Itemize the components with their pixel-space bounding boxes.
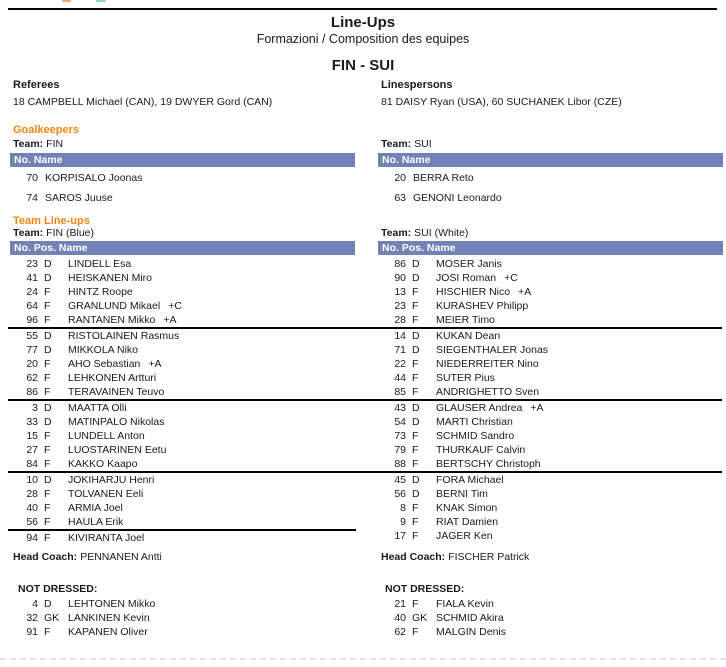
not-dressed-label-fin: NOT DRESSED: <box>18 583 98 595</box>
match-title: FIN - SUI <box>331 57 395 74</box>
player-number: 41 <box>26 272 38 284</box>
player-number: 8 <box>400 502 406 514</box>
player-number: 55 <box>26 330 38 342</box>
line-group <box>10 473 355 529</box>
line-group <box>10 531 355 545</box>
group-separator <box>8 327 722 329</box>
player-position: D <box>412 474 420 486</box>
player-number: 15 <box>26 430 38 442</box>
player-number: 90 <box>394 272 406 284</box>
player-row <box>378 189 723 209</box>
table-header-bar <box>378 241 723 255</box>
player-position: GK <box>412 612 428 624</box>
team-name: SUI (White) <box>414 227 469 239</box>
player-row <box>10 487 355 501</box>
player-row <box>10 515 355 529</box>
group-separator <box>8 529 356 531</box>
player-row <box>378 501 723 515</box>
player-name: TOLVANEN Eeli <box>68 488 144 500</box>
player-row <box>10 429 355 443</box>
player-name: SCHMID Sandro <box>436 430 515 442</box>
player-row <box>10 285 355 299</box>
player-row <box>10 385 355 399</box>
player-number: 44 <box>394 372 406 384</box>
player-name: RIAT Damien <box>436 516 499 528</box>
player-row <box>10 597 355 611</box>
player-name: LUNDELL Anton <box>68 430 145 442</box>
group-separator <box>8 471 722 473</box>
team-label: Team: <box>381 227 412 239</box>
player-name: SIEGENTHALER Jonas <box>436 344 549 356</box>
player-position: F <box>44 430 51 442</box>
page-subtitle: Formazioni / Composition des equipes <box>256 32 470 46</box>
player-row <box>10 371 355 385</box>
referees-label: Referees <box>13 79 60 91</box>
player-name: HEISKANEN Miro <box>68 272 153 284</box>
team-line-fin-gk <box>13 138 63 150</box>
not-dressed-table-sui <box>378 597 723 639</box>
player-position: F <box>412 314 419 326</box>
team-name: FIN (Blue) <box>46 227 94 239</box>
player-position: D <box>412 488 420 500</box>
player-position: F <box>412 502 419 514</box>
player-position: F <box>44 300 51 312</box>
player-number: 94 <box>26 532 38 544</box>
player-name: RISTOLAINEN Rasmus <box>68 330 180 342</box>
player-position: F <box>412 444 419 456</box>
player-name: BERRA Reto <box>413 172 474 184</box>
player-name: FIALA Kevin <box>436 598 494 610</box>
player-row <box>378 299 723 313</box>
head-coach-fin <box>13 551 162 563</box>
linespersons-label: Linespersons <box>381 79 453 91</box>
captain-badge: +C <box>504 272 518 284</box>
player-name: HINTZ Roope <box>68 286 133 298</box>
head-coach-sui <box>381 551 529 563</box>
player-name: KIVIRANTA Joel <box>68 532 145 544</box>
player-number: 86 <box>26 386 38 398</box>
logo-remnant <box>96 0 106 2</box>
player-row <box>378 443 723 457</box>
player-row <box>10 357 355 371</box>
player-position: D <box>412 402 420 414</box>
player-name: JOKIHARJU Henri <box>68 474 155 486</box>
head-coach-label: Head Coach: <box>381 551 446 563</box>
player-row <box>378 371 723 385</box>
player-name: KURASHEV Philipp <box>436 300 529 312</box>
player-name: SUTER Pius <box>436 372 495 384</box>
player-number: 71 <box>394 344 406 356</box>
player-row <box>10 625 355 639</box>
player-number: 3 <box>32 402 38 414</box>
player-row <box>10 531 355 545</box>
player-name: MALGIN Denis <box>436 626 507 638</box>
player-number: 20 <box>26 358 38 370</box>
player-name: SAROS Juuse <box>45 191 113 204</box>
player-number: 54 <box>394 416 406 428</box>
page-title: Line-Ups <box>330 14 396 31</box>
team-label: Team: <box>13 138 44 150</box>
player-row <box>10 329 355 343</box>
player-number: 40 <box>394 612 406 624</box>
player-row <box>378 487 723 501</box>
team-label: Team: <box>13 227 44 239</box>
player-position: F <box>44 516 51 528</box>
player-number: 9 <box>400 516 406 528</box>
player-name: MARTI Christian <box>436 416 513 428</box>
player-position: F <box>412 598 419 610</box>
player-position: F <box>412 358 419 370</box>
player-number: 85 <box>394 386 406 398</box>
player-name: KAPANEN Oliver <box>68 626 148 638</box>
table-header-bar <box>10 153 355 167</box>
player-number: 56 <box>26 516 38 528</box>
player-position: F <box>44 444 51 456</box>
table-header-label: No. Pos. Name <box>14 242 88 254</box>
player-row <box>10 343 355 357</box>
player-number: 86 <box>394 258 406 270</box>
player-position: F <box>44 358 51 370</box>
player-name: BERTSCHY Christoph <box>436 458 541 470</box>
player-row <box>378 257 723 271</box>
player-name: THURKAUF Calvin <box>436 444 526 456</box>
player-row <box>378 357 723 371</box>
player-position: F <box>44 314 51 326</box>
not-dressed-table-fin <box>10 597 355 639</box>
head-coach-label: Head Coach: <box>13 551 78 563</box>
player-position: F <box>44 386 51 398</box>
team-line-sui-gk <box>381 138 432 150</box>
player-number: 64 <box>26 300 38 312</box>
player-row <box>10 257 355 271</box>
player-name: LEHTONEN Mikko <box>68 598 156 610</box>
lineup-table-fin <box>10 257 355 547</box>
captain-badge: +A <box>518 286 532 298</box>
player-row <box>378 429 723 443</box>
player-position: D <box>44 402 52 414</box>
player-number: 77 <box>26 344 38 356</box>
player-name: NIEDERREITER Nino <box>436 358 539 370</box>
player-position: GK <box>44 612 60 624</box>
bottom-rule <box>0 658 726 660</box>
player-position: D <box>412 272 420 284</box>
player-row <box>10 189 355 209</box>
player-position: D <box>44 272 52 284</box>
player-number: 70 <box>26 172 38 184</box>
player-number: 73 <box>394 430 406 442</box>
player-position: F <box>44 502 51 514</box>
player-position: F <box>412 286 419 298</box>
player-number: 43 <box>394 402 406 414</box>
player-row <box>10 443 355 457</box>
player-position: F <box>44 488 51 500</box>
player-position: F <box>44 626 51 638</box>
player-number: 10 <box>26 474 38 486</box>
player-position: D <box>412 258 420 270</box>
player-row <box>378 625 723 639</box>
player-position: D <box>412 344 420 356</box>
player-position: D <box>412 416 420 428</box>
player-number: 28 <box>26 488 38 500</box>
lineup-table-sui <box>378 257 723 545</box>
player-number: 20 <box>394 172 406 184</box>
player-position: D <box>44 598 52 610</box>
player-row <box>378 313 723 327</box>
player-position: D <box>412 330 420 342</box>
player-row <box>378 611 723 625</box>
player-name: FORA Michael <box>436 474 504 486</box>
player-row <box>378 385 723 399</box>
player-name: AHO Sebastian <box>68 358 141 370</box>
player-position: F <box>412 386 419 398</box>
top-rule <box>8 8 717 10</box>
table-header-bar <box>378 153 723 167</box>
player-name: HISCHIER Nico <box>436 286 511 298</box>
player-row <box>378 457 723 471</box>
player-row <box>10 401 355 415</box>
head-coach-name: FISCHER Patrick <box>448 551 530 563</box>
player-number: 63 <box>394 191 406 204</box>
player-row <box>378 329 723 343</box>
captain-badge: +A <box>148 358 162 370</box>
player-row <box>378 169 723 189</box>
player-name: GLAUSER Andrea <box>436 402 523 414</box>
player-row <box>378 415 723 429</box>
player-name: KAKKO Kaapo <box>68 458 138 470</box>
team-name: FIN <box>46 138 64 150</box>
player-name: MOSER Janis <box>436 258 502 270</box>
player-row <box>10 501 355 515</box>
player-name: BERNI Tim <box>436 488 488 500</box>
player-number: 32 <box>26 612 38 624</box>
player-number: 84 <box>26 458 38 470</box>
player-position: D <box>44 416 52 428</box>
player-position: F <box>44 372 51 384</box>
table-header-label: No. Name <box>382 154 431 166</box>
player-name: GENONI Leonardo <box>413 191 502 204</box>
captain-badge: +A <box>530 402 544 414</box>
player-row <box>10 313 355 327</box>
logo-remnant <box>62 0 71 2</box>
captain-badge: +C <box>168 300 182 312</box>
player-number: 23 <box>26 258 38 270</box>
player-row <box>10 457 355 471</box>
lineups-heading: Team Line-ups <box>13 215 90 227</box>
player-number: 40 <box>26 502 38 514</box>
table-header-label: No. Pos. Name <box>382 242 456 254</box>
not-dressed-label-sui: NOT DRESSED: <box>385 583 465 595</box>
line-group <box>10 401 355 471</box>
player-position: D <box>44 474 52 486</box>
player-row <box>10 473 355 487</box>
player-number: 45 <box>394 474 406 486</box>
player-position: D <box>44 330 52 342</box>
player-number: 33 <box>26 416 38 428</box>
line-group <box>10 257 355 327</box>
player-name: KNAK Simon <box>436 502 498 514</box>
player-name: RANTANEN Mikko <box>68 314 156 326</box>
player-number: 88 <box>394 458 406 470</box>
player-position: F <box>412 372 419 384</box>
player-number: 91 <box>26 626 38 638</box>
player-row <box>10 299 355 313</box>
player-name: LANKINEN Kevin <box>68 612 150 624</box>
group-separator <box>8 399 722 401</box>
player-row <box>10 415 355 429</box>
player-name: LINDELL Esa <box>68 258 132 270</box>
player-position: F <box>44 532 51 544</box>
team-line-sui <box>381 227 468 239</box>
player-name: HAULA Erik <box>68 516 124 528</box>
line-group <box>378 257 723 327</box>
player-name: MIKKOLA Niko <box>68 344 139 356</box>
player-number: 79 <box>394 444 406 456</box>
player-name: JAGER Ken <box>436 530 493 542</box>
player-name: SCHMID Akira <box>436 612 504 624</box>
player-row <box>10 271 355 285</box>
referees-block <box>13 79 272 108</box>
player-row <box>378 401 723 415</box>
player-number: 74 <box>26 191 38 204</box>
player-number: 13 <box>394 286 406 298</box>
player-number: 14 <box>394 330 406 342</box>
player-name: LEHKONEN Artturi <box>68 372 157 384</box>
head-coach-name: PENNANEN Antti <box>80 551 162 563</box>
player-row <box>378 271 723 285</box>
player-number: 23 <box>394 300 406 312</box>
player-row <box>378 473 723 487</box>
player-name: LUOSTARINEN Eetu <box>68 444 167 456</box>
player-row <box>10 169 355 189</box>
player-position: D <box>44 344 52 356</box>
player-number: 21 <box>394 598 406 610</box>
goalkeepers-table-sui <box>378 169 723 208</box>
team-name: SUI <box>414 138 432 150</box>
player-row <box>378 343 723 357</box>
player-position: F <box>412 516 419 528</box>
goalkeepers-table-fin <box>10 169 355 208</box>
player-position: F <box>412 530 419 542</box>
player-number: 4 <box>32 598 38 610</box>
player-number: 17 <box>394 530 406 542</box>
player-position: D <box>44 258 52 270</box>
player-position: F <box>412 458 419 470</box>
player-position: F <box>412 430 419 442</box>
line-group <box>378 401 723 471</box>
player-name: ANDRIGHETTO Sven <box>436 386 540 398</box>
player-position: F <box>412 300 419 312</box>
player-number: 27 <box>26 444 38 456</box>
player-row <box>378 515 723 529</box>
player-number: 56 <box>394 488 406 500</box>
player-row <box>378 529 723 543</box>
line-group <box>378 329 723 399</box>
referees-value: 18 CAMPBELL Michael (CAN), 19 DWYER Gord (CAN) <box>13 96 273 108</box>
player-number: 62 <box>394 626 406 638</box>
player-position: F <box>44 286 51 298</box>
player-position: F <box>412 626 419 638</box>
linespersons-value: 81 DAISY Ryan (USA), 60 SUCHANEK Libor (CZE) <box>381 96 622 108</box>
player-row <box>10 611 355 625</box>
player-name: MEIER Timo <box>436 314 495 326</box>
player-name: KORPISALO Joonas <box>45 172 143 184</box>
team-line-fin <box>13 227 94 239</box>
linespersons-block <box>381 79 622 108</box>
player-number: 22 <box>394 358 406 370</box>
player-name: GRANLUND Mikael <box>68 300 161 312</box>
player-number: 62 <box>26 372 38 384</box>
player-row <box>378 597 723 611</box>
player-position: F <box>44 458 51 470</box>
player-name: KUKAN Dean <box>436 330 501 342</box>
table-header-bar <box>10 241 355 255</box>
player-row <box>378 285 723 299</box>
table-header-label: No. Name <box>14 154 63 166</box>
goalkeepers-heading: Goalkeepers <box>13 124 80 136</box>
player-name: MATINPALO Nikolas <box>68 416 165 428</box>
player-number: 24 <box>26 286 38 298</box>
line-group <box>10 329 355 399</box>
player-number: 96 <box>26 314 38 326</box>
player-name: ARMIA Joel <box>68 502 123 514</box>
player-name: MAATTA Olli <box>68 402 127 414</box>
line-group <box>378 473 723 543</box>
player-number: 28 <box>394 314 406 326</box>
captain-badge: +A <box>163 314 177 326</box>
team-label: Team: <box>381 138 412 150</box>
player-name: JOSI Roman <box>436 272 497 284</box>
player-name: TERAVAINEN Teuvo <box>68 386 165 398</box>
